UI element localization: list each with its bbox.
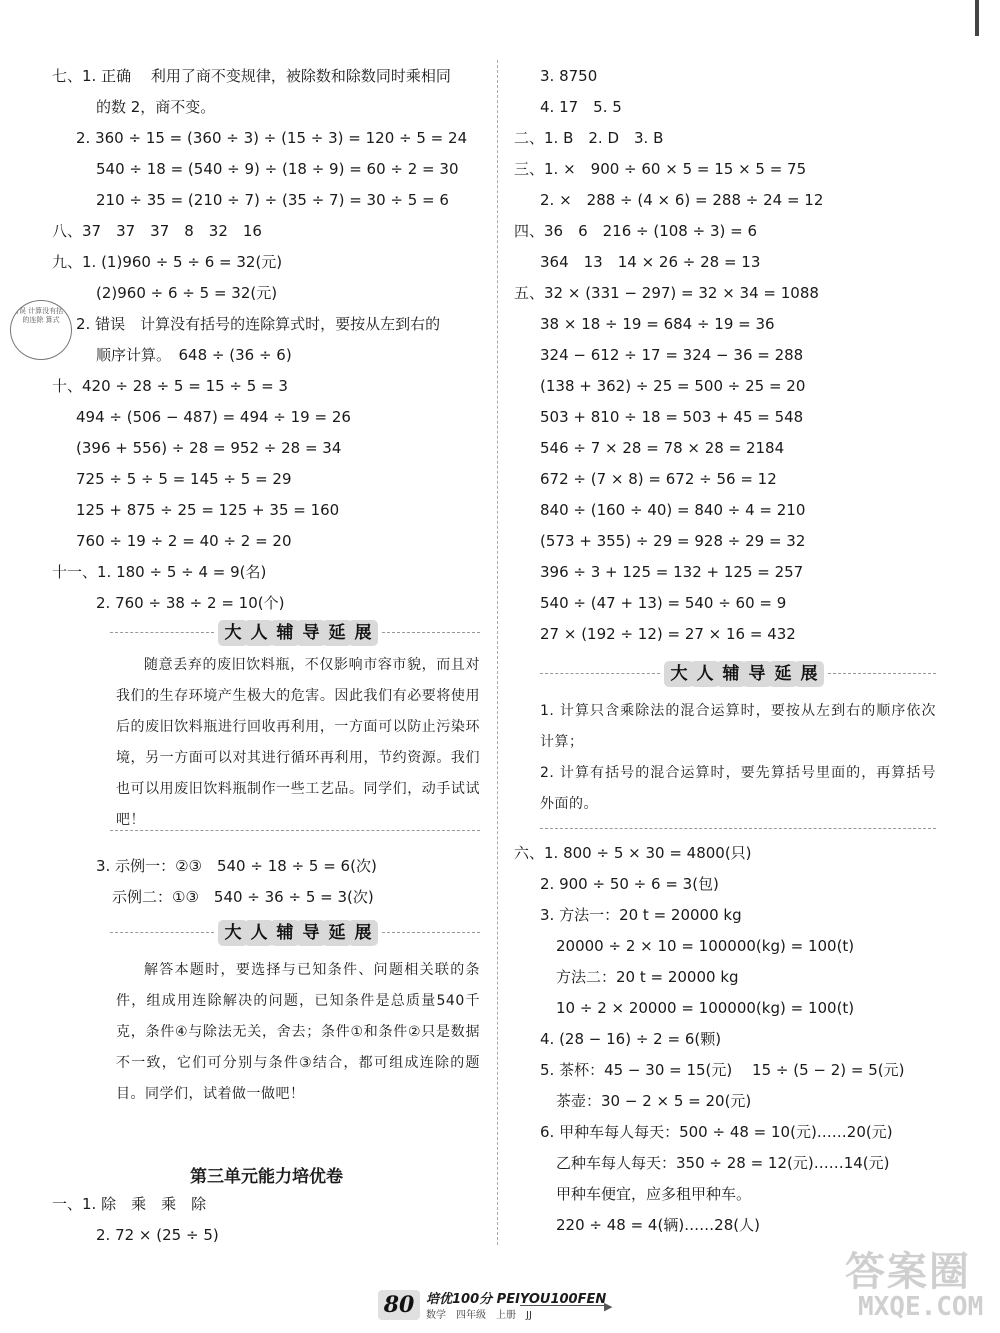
banner-char: 大 [664,661,694,687]
banner-char: 延 [322,620,352,646]
answer-r11: (138 + 362) ÷ 25 = 500 ÷ 25 = 20 [540,377,806,395]
answer-r3: 二、1. B 2. D 3. B [514,129,664,147]
guidance-paragraph-3: 1. 计算只含乘除法的混合运算时，要按从左到右的顺序依次计算； [540,703,936,750]
watermark-logo: 答案圈 [845,1249,971,1295]
answer-r9: 38 × 18 ÷ 19 = 684 ÷ 19 = 36 [540,315,775,333]
answer-9-1-a: 九、1. (1)960 ÷ 5 ÷ 6 = 32(元) [52,253,283,271]
guidance-paragraph-4: 2. 计算有括号的混合运算时，要先算括号里面的，再算括号外面的。 [540,765,936,812]
answer-10-line6: 760 ÷ 19 ÷ 2 = 40 ÷ 2 = 20 [76,532,292,550]
banner-char: 展 [348,920,378,946]
arrow-right-icon: ▶ [604,1300,613,1313]
section-divider [110,830,480,831]
brand-logo-text: 培优100分 PEIYOU100FEN [426,1292,607,1307]
answer-11-1: 十一、1. 180 ÷ 5 ÷ 4 = 9(名) [52,563,267,581]
banner-char: 导 [296,920,326,946]
answer-6-4: 4. (28 − 16) ÷ 2 = 6(颗) [540,1030,722,1048]
answer-6-2: 2. 900 ÷ 50 ÷ 6 = 3(包) [540,875,719,893]
answer-r7: 364 13 14 × 26 ÷ 28 = 13 [540,253,761,271]
banner-dash-left [110,932,214,933]
answer-r8: 五、32 × (331 − 297) = 32 × 34 = 1088 [514,284,819,302]
banner-char: 延 [322,920,352,946]
guidance-banner-3 [540,661,936,687]
banner-char: 人 [690,661,720,687]
answer-r6: 四、36 6 216 ÷ (108 ÷ 3) = 6 [514,222,757,240]
correction-stamp [10,300,72,360]
answer-r5: 2. × 288 ÷ (4 × 6) = 288 ÷ 24 = 12 [540,191,824,209]
answer-7-2-line3: 210 ÷ 35 = (210 ÷ 7) ÷ (35 ÷ 7) = 30 ÷ 5 = 6 [96,191,449,209]
answer-r4: 三、1. × 900 ÷ 60 × 5 = 15 × 5 = 75 [514,160,807,178]
guidance-banner-2 [110,920,480,946]
guidance-banner-1 [110,620,480,646]
banner-char: 导 [296,620,326,646]
watermark-url: MXQE.COM [858,1292,984,1322]
banner-char: 辅 [270,620,300,646]
answer-r18: 540 ÷ (47 + 13) = 540 ÷ 60 = 9 [540,594,787,612]
answer-9-2-cont: 顺序计算。 648 ÷ (36 ÷ 6) [96,346,292,364]
banner-char: 延 [768,661,798,687]
unit3-answer-1-1: 一、1. 除 乘 乘 除 [52,1195,207,1213]
answer-7-1: 七、1. 正确 利用了商不变规律，被除数和除数同时乘相同 [52,67,451,85]
answer-r19: 27 × (192 ÷ 12) = 27 × 16 = 432 [540,625,796,643]
answer-6-6-typeB: 乙种车每人每天：350 ÷ 28 = 12(元)……14(元) [556,1154,890,1172]
banner-char: 导 [742,661,772,687]
answer-r1: 3. 8750 [540,67,598,85]
answer-10-line3: (396 + 556) ÷ 28 = 952 ÷ 28 = 34 [76,439,342,457]
book-subtitle: 数学 四年级 上册 JJ [426,1310,532,1321]
section-divider [540,828,936,829]
answer-6-6-calc: 220 ÷ 48 = 4(辆)……28(人) [556,1216,760,1234]
answer-r16: (573 + 355) ÷ 29 = 928 ÷ 29 = 32 [540,532,806,550]
guidance-paragraph-2: 解答本题时，要选择与已知条件、问题相关联的条件，组成用连除解决的问题，已知条件是总质量540千克，条件④与除法无关，舍去；条件①和条件②只是数据不一致，它们可分别与条件③结合，都可组成连除的题目。同学们，试着做一做吧！ [116,962,480,1102]
page-edge-mark [975,0,979,36]
answer-r12: 503 + 810 ÷ 18 = 503 + 45 = 548 [540,408,804,426]
answer-6-3-method1: 3. 方法一：20 t = 20000 kg [540,906,742,924]
stamp-text: 错误 计算没有括号的连除 算式 [11,307,71,324]
answer-6-3-calc1: 20000 ÷ 2 × 10 = 100000(kg) = 100(t) [556,937,855,955]
answer-10-line1: 十、420 ÷ 28 ÷ 5 = 15 ÷ 5 = 3 [52,377,288,395]
answer-r15: 840 ÷ (160 ÷ 40) = 840 ÷ 4 = 210 [540,501,806,519]
footer-arrow-line [520,1305,608,1306]
answer-6-3-calc2: 10 ÷ 2 × 20000 = 100000(kg) = 100(t) [556,999,855,1017]
answer-6-1: 六、1. 800 ÷ 5 × 30 = 4800(只) [514,844,752,862]
answer-11-2: 2. 760 ÷ 38 ÷ 2 = 10(个) [96,594,285,612]
answer-11-3-example2: 示例二：①③ 540 ÷ 36 ÷ 5 = 3(次) [112,888,374,906]
banner-char: 辅 [716,661,746,687]
banner-dash-left [540,673,660,674]
banner-dash-right [382,632,480,633]
answer-r10: 324 − 612 ÷ 17 = 324 − 36 = 288 [540,346,804,364]
banner-dash-right [828,673,936,674]
banner-char: 展 [794,661,824,687]
guidance-paragraph-1: 随意丢弃的废旧饮料瓶，不仅影响市容市貌，而且对我们的生存环境产生极大的危害。因此我们有必要将使用后的废旧饮料瓶进行回收再利用，一方面可以防止污染环境，另一方面可以对其进行循环再利用，节约资源。我们也可以用废旧饮料瓶制作一些工艺品。同学们，动手试试吧！ [116,657,480,828]
answer-10-line5: 125 + 875 ÷ 25 = 125 + 35 = 160 [76,501,340,519]
answer-9-2: 2. 错误 计算没有括号的连除算式时，要按从左到右的 [76,315,441,333]
answer-6-6-typeA: 6. 甲种车每人每天：500 ÷ 48 = 10(元)……20(元) [540,1123,893,1141]
page-number: 80 [378,1290,420,1320]
answer-6-6-conclusion: 甲种车便宜，应多租甲种车。 [556,1185,752,1203]
answer-8: 八、37 37 37 8 32 16 [52,222,262,240]
banner-dash-right [382,932,480,933]
answer-9-1-b: (2)960 ÷ 6 ÷ 5 = 32(元) [96,284,278,302]
answer-7-2-line2: 540 ÷ 18 = (540 ÷ 9) ÷ (18 ÷ 9) = 60 ÷ 2 = 30 [96,160,459,178]
banner-dash-left [110,632,214,633]
answer-11-3-example1: 3. 示例一：②③ 540 ÷ 18 ÷ 5 = 6(次) [96,857,377,875]
answer-r2: 4. 17 5. 5 [540,98,622,116]
answer-7-2-line1: 2. 360 ÷ 15 = (360 ÷ 3) ÷ (15 ÷ 3) = 120 ÷ 5 = 24 [76,129,468,147]
banner-char: 大 [218,920,248,946]
banner-char: 展 [348,620,378,646]
answer-r17: 396 ÷ 3 + 125 = 132 + 125 = 257 [540,563,804,581]
answer-10-line4: 725 ÷ 5 ÷ 5 = 145 ÷ 5 = 29 [76,470,292,488]
answer-7-1-cont: 的数 2，商不变。 [96,98,216,116]
banner-char: 辅 [270,920,300,946]
column-divider [497,60,498,1245]
banner-char: 人 [244,920,274,946]
answer-6-3-method2: 方法二：20 t = 20000 kg [556,968,739,986]
unit-title: 第三单元能力培优卷 [190,1167,343,1187]
unit3-answer-1-2: 2. 72 × (25 ÷ 5) [96,1226,219,1244]
banner-char: 人 [244,620,274,646]
answer-10-line2: 494 ÷ (506 − 487) = 494 ÷ 19 = 26 [76,408,351,426]
answer-6-5-cup: 5. 茶杯：45 − 30 = 15(元) 15 ÷ (5 − 2) = 5(元) [540,1061,905,1079]
answer-r13: 546 ÷ 7 × 28 = 78 × 28 = 2184 [540,439,785,457]
banner-char: 大 [218,620,248,646]
answer-6-5-pot: 茶壶：30 − 2 × 5 = 20(元) [556,1092,752,1110]
answer-r14: 672 ÷ (7 × 8) = 672 ÷ 56 = 12 [540,470,777,488]
